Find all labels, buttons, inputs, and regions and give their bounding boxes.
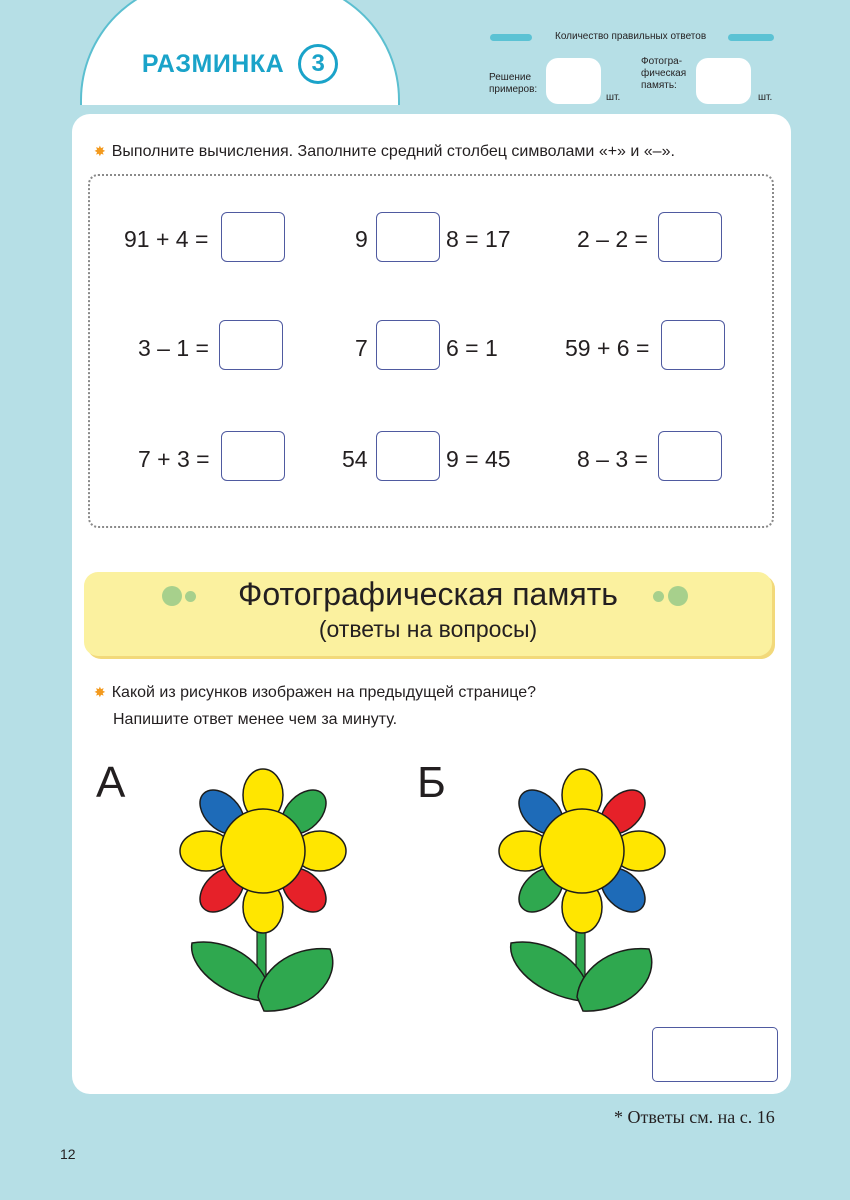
flower-a-leaf-right: [258, 949, 333, 1011]
flower-b-center: [540, 809, 624, 893]
score-unit-examples: шт.: [606, 92, 621, 103]
flower-a-center: [221, 809, 305, 893]
task-instruction-1: [94, 138, 675, 165]
exercise-r1c3: 2 – 2 =: [577, 226, 648, 252]
score-unit-memory: шт.: [758, 92, 773, 103]
flower-b-leaf-right: [577, 949, 652, 1011]
exercise-r2c1: 3 – 1 =: [138, 335, 209, 361]
exercise-r1c2-right: 8 = 17: [446, 226, 511, 252]
exercise-r3c1: 7 + 3 =: [138, 446, 210, 472]
answer-box-r3c1[interactable]: [221, 431, 285, 481]
score-title: Количество правильных ответов: [555, 31, 707, 42]
score-label-memory: Фотогра- фическая память:: [641, 56, 687, 91]
header-title-row: [82, 44, 398, 84]
option-b-letter: Б: [417, 758, 446, 807]
sign-box-r2c2[interactable]: [376, 320, 440, 370]
option-a-letter: А: [96, 758, 126, 807]
exercise-r3c2-right: 9 = 45: [446, 446, 511, 472]
answer-box-r3c3[interactable]: [658, 431, 722, 481]
banner-subtitle: (ответы на вопросы): [318, 616, 538, 642]
exercise-r1c1: 91 + 4 =: [124, 226, 209, 252]
task1-text: Выполните вычисления. Заполните средний столбец символами «+» и «–».: [111, 143, 675, 160]
flower-b-image[interactable]: [497, 765, 667, 1030]
score-box-memory[interactable]: [696, 58, 751, 104]
exercise-number-badge: 3: [298, 44, 338, 84]
exercise-r2c3: 59 + 6 =: [565, 335, 650, 361]
task2-line2: Напишите ответ менее чем за минуту.: [113, 711, 398, 728]
sign-box-r1c2[interactable]: [376, 212, 440, 262]
answer-box-r1c1[interactable]: [221, 212, 285, 262]
answer-box-r2c3[interactable]: [661, 320, 725, 370]
answer-box-r1c3[interactable]: [658, 212, 722, 262]
score-bar-left: [490, 34, 532, 41]
exercise-r1c2-left: 9: [355, 226, 368, 252]
footnote: * Ответы см. на с. 16: [614, 1107, 775, 1127]
sign-box-r3c2[interactable]: [376, 431, 440, 481]
star-bullet-icon: ✸: [94, 143, 106, 159]
score-bar-right: [728, 34, 774, 41]
exercise-r2c2-right: 6 = 1: [446, 335, 498, 361]
task-instruction-2: [94, 679, 536, 706]
answer-input-box[interactable]: [652, 1027, 778, 1082]
section-banner: [84, 572, 772, 656]
page-title: РАЗМИНКА: [141, 49, 285, 78]
star-bullet-icon: ✸: [94, 684, 106, 700]
banner-title: Фотографическая память: [238, 576, 618, 612]
page-number: 12: [60, 1146, 76, 1162]
exercise-r3c2-left: 54: [342, 446, 368, 472]
answer-box-r2c1[interactable]: [219, 320, 283, 370]
score-box-examples[interactable]: [546, 58, 601, 104]
flower-a-image[interactable]: [178, 765, 348, 1030]
exercise-r2c2-left: 7: [355, 335, 368, 361]
header-tab: [80, 0, 400, 105]
task2-line1: Какой из рисунков изображен на предыдущей странице?: [111, 684, 537, 701]
score-label-examples: Решение примеров:: [489, 72, 538, 95]
exercise-r3c3: 8 – 3 =: [577, 446, 648, 472]
